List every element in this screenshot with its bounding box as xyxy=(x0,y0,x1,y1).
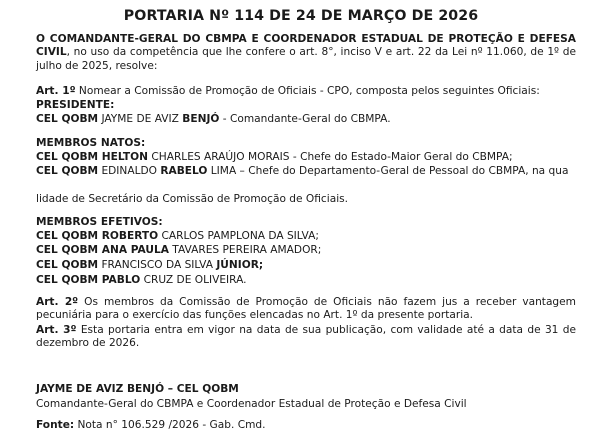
rank-prefix: CEL QOBM xyxy=(36,244,99,256)
preamble-authority: O COMANDANTE-GERAL DO CBMPA E COORDENADOR ESTADUAL DE PROTEÇÃO E DEFESA CIVIL xyxy=(36,33,576,59)
name-bold: ANA PAULA xyxy=(98,244,169,256)
signature-name xyxy=(36,383,576,396)
role-text: – Chefe do Departamento-Geral de Pessoal do CBMPA, na qua xyxy=(236,165,569,177)
rank-prefix: CEL QOBM xyxy=(36,230,99,242)
role-text: - Chefe do Estado-Maior Geral do CBMPA; xyxy=(289,151,513,163)
name-part: CRUZ DE OLIVEIRA. xyxy=(140,274,247,286)
fonte-label: Fonte: xyxy=(36,419,75,431)
membros-natos-heading xyxy=(36,137,576,150)
document-title: PORTARIA Nº 114 DE 24 DE MARÇO DE 2026 xyxy=(123,8,479,24)
fonte-line xyxy=(36,419,576,432)
signature-name-text: JAYME DE AVIZ BENJÓ – CEL QOBM xyxy=(36,383,239,395)
membros-efetivos-heading-text: MEMBROS EFETIVOS: xyxy=(36,216,163,228)
rank-prefix: CEL QOBM xyxy=(36,113,99,125)
article-2 xyxy=(36,296,576,323)
presidente-heading-text: PRESIDENTE: xyxy=(36,99,115,111)
name-bold: HELTON xyxy=(98,151,148,163)
membro-efetivo-3 xyxy=(36,259,576,272)
article-3-label: Art. 3º xyxy=(36,324,77,336)
name-part: TAVARES PEREIRA AMADOR; xyxy=(168,244,322,256)
name-part: CHARLES ARAÚJO MORAIS xyxy=(147,151,290,163)
fonte-text: Nota n° 106.529 /2026 - Gab. Cmd. xyxy=(74,419,266,431)
article-1 xyxy=(36,85,576,98)
article-1-text: Nomear a Comissão de Promoção de Oficiais - CPO, composta pelos seguintes Oficiais: xyxy=(75,85,540,97)
membro-nato-2 xyxy=(36,165,576,178)
membro-nato-2-cont xyxy=(36,193,576,206)
article-2-label: Art. 2º xyxy=(36,296,79,308)
membro-efetivo-1 xyxy=(36,230,576,243)
membros-natos-heading-text: MEMBROS NATOS: xyxy=(36,137,146,149)
membro-efetivo-4 xyxy=(36,274,576,287)
name-part: JAYME DE AVIZ xyxy=(98,113,183,125)
rank-prefix: CEL QOBM xyxy=(36,151,99,163)
role-text-continuation: lidade de Secretário da Comissão de Promoção de Oficiais. xyxy=(36,193,349,205)
name-part: FRANCISCO DA SILVA xyxy=(98,259,217,271)
name-part: CARLOS PAMPLONA DA SILVA; xyxy=(158,230,319,242)
name-bold: RABELO xyxy=(160,165,208,177)
membro-efetivo-2 xyxy=(36,244,576,257)
signature-title: Comandante-Geral do CBMPA e Coordenador Estadual de Proteção e Defesa Civil xyxy=(36,398,467,410)
rank-prefix: CEL QOBM xyxy=(36,274,99,286)
article-3 xyxy=(36,324,576,351)
article-3-text: Esta portaria entra em vigor na data de sua publicação, com validade até a data de 31 de dezembro de 2026. xyxy=(36,324,577,350)
article-1-label: Art. 1º xyxy=(36,85,76,97)
name-part: EDINALDO xyxy=(98,165,161,177)
name-part: LIMA xyxy=(207,165,237,177)
membro-nato-1 xyxy=(36,151,576,164)
presidente-line xyxy=(36,113,576,126)
role-text: - Comandante-Geral do CBMPA. xyxy=(219,113,391,125)
presidente-heading xyxy=(36,99,576,112)
membros-efetivos-heading xyxy=(36,216,576,229)
article-2-text: Os membros da Comissão de Promoção de Oficiais não fazem jus a receber vantagem pecuniária para o exercício das funções elencadas no Art. 1º da presente portaria. xyxy=(36,296,576,322)
name-bold: ROBERTO xyxy=(98,230,159,242)
name-bold: PABLO xyxy=(98,274,141,286)
preamble-text: , no uso da competência que lhe confere o art. 8°, inciso V e art. 22 da Lei nº 11.060, de 1º de julho de 2025, resolve: xyxy=(36,46,576,72)
name-bold: BENJÓ xyxy=(182,113,220,125)
name-bold: JÚNIOR; xyxy=(216,259,264,271)
rank-prefix: CEL QOBM xyxy=(36,259,99,271)
rank-prefix: CEL QOBM xyxy=(36,165,99,177)
preamble-paragraph xyxy=(36,33,576,73)
